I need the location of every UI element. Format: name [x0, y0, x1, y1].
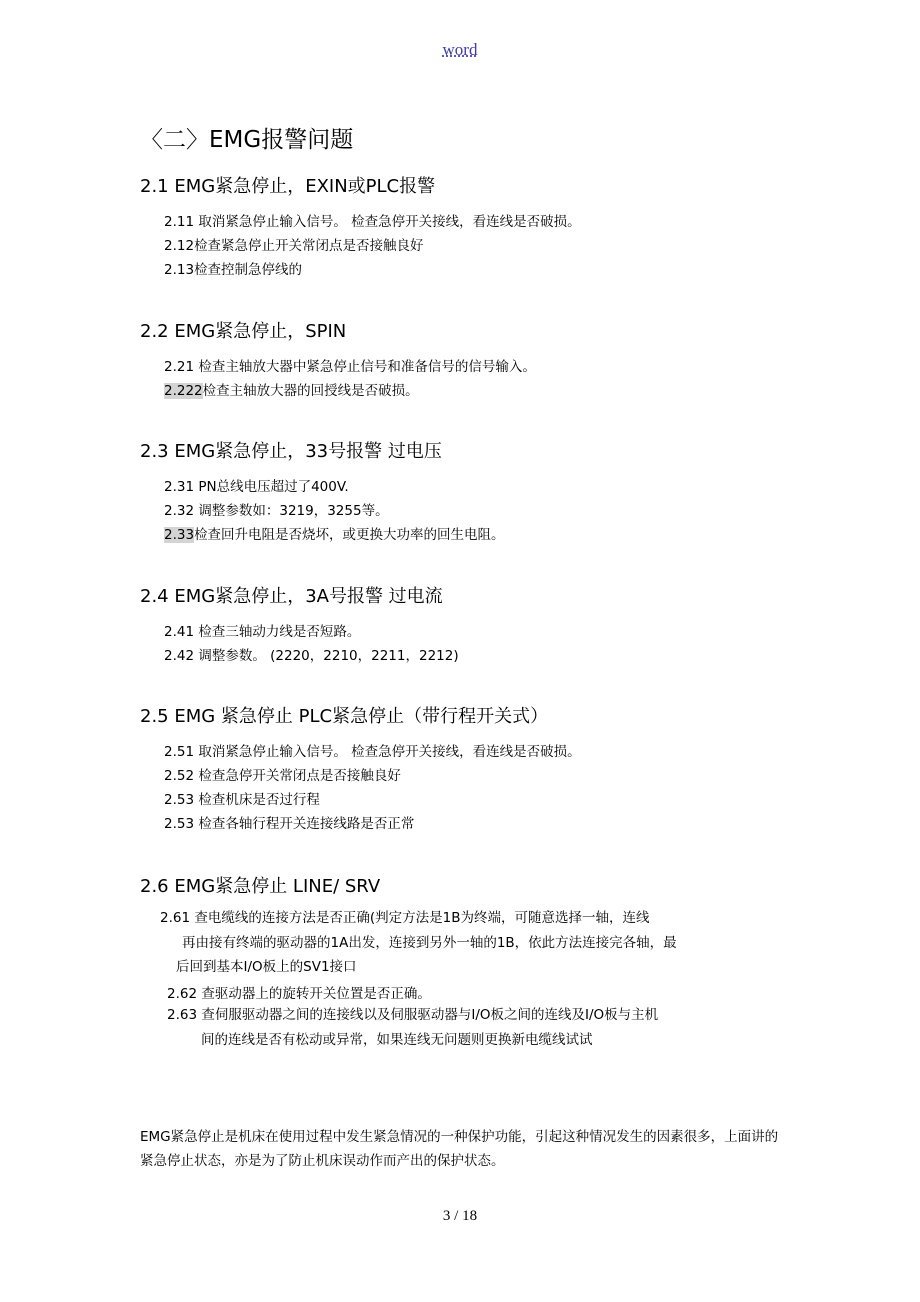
page-title: 〈二〉EMG报警问题 [140, 127, 354, 153]
list-item [164, 764, 401, 784]
item-number: 2.11 [164, 214, 195, 230]
item-number: 2.12 [164, 238, 195, 254]
item-number: 2.41 [164, 624, 195, 640]
list-item [164, 210, 581, 230]
item-text: 取消紧急停止输入信号。 检查急停开关接线，看连线是否破损。 [194, 744, 581, 760]
list-item [164, 812, 414, 832]
section-heading-2-4: 2.4 EMG紧急停止，3A号报警 过电流 [140, 586, 443, 607]
item-text: 查驱动器上的旋转开关位置是否正确。 [197, 986, 431, 1002]
item-number: 2.53 [164, 792, 195, 808]
section-heading-2-1: 2.1 EMG紧急停止，EXIN或PLC报警 [140, 176, 436, 197]
item-text: 检查控制急停线的 [194, 262, 303, 278]
list-item-multiline [167, 1003, 807, 1052]
item-text: 检查三轴动力线是否短路。 [194, 624, 361, 640]
item-text: 检查机床是否过行程 [194, 792, 320, 808]
item-text-line: 查电缆线的连接方法是否正确(判定方法是1B为终端，可随意选择一轴，连线 [190, 910, 650, 926]
list-item [164, 523, 505, 543]
list-item [164, 740, 581, 760]
list-item [164, 379, 419, 399]
item-number: 2.13 [164, 262, 195, 278]
item-text-line: 再由接有终端的驱动器的1A出发，连接到另外一轴的1B，依此方法连接完各轴，最 [182, 934, 677, 951]
item-number: 2.42 [164, 648, 195, 664]
item-text: PN总线电压超过了400V. [194, 479, 349, 495]
item-number-highlighted: 2.33 [164, 527, 195, 543]
item-text: 检查回升电阻是否烧坏，或更换大功率的回生电阻。 [194, 527, 505, 543]
list-item [164, 475, 349, 495]
item-text-line: 后回到基本I/O板上的SV1接口 [176, 959, 357, 975]
section-heading-2-3: 2.3 EMG紧急停止，33号报警 过电压 [140, 441, 442, 462]
item-number: 2.52 [164, 768, 195, 784]
list-item [164, 258, 302, 278]
item-number: 2.63 [167, 1007, 198, 1023]
page-number: 3 / 18 [442, 1208, 478, 1224]
item-text: 调整参数如：3219，3255等。 [194, 503, 389, 519]
list-item [164, 499, 389, 519]
item-number: 2.31 [164, 479, 195, 495]
list-item [164, 788, 320, 808]
section-heading-2-5: 2.5 EMG 紧急停止 PLC紧急停止（带行程开关式） [140, 706, 549, 727]
list-item [164, 620, 360, 640]
item-text: 调整参数。 (2220，2210，2211，2212) [194, 648, 459, 664]
item-number-highlighted: 2.222 [164, 383, 203, 399]
item-text-line: 间的连线是否有松动或异常，如果连线无问题则更换新电缆线试试 [201, 1031, 593, 1048]
item-text: 检查主轴放大器中紧急停止信号和准备信号的信号输入。 [194, 359, 536, 375]
list-item [164, 234, 424, 254]
list-item [164, 355, 536, 375]
list-item [167, 982, 431, 1002]
section-heading-2-6: 2.6 EMG紧急停止 LINE/ SRV [140, 876, 381, 897]
item-number: 2.61 [160, 910, 191, 926]
conclusion-paragraph: EMG紧急停止是机床在使用过程中发生紧急情况的一种保护功能，引起这种情况发生的因素很多，上面讲的紧急停止状态，亦是为了防止机床误动作而产出的保护状态。 [140, 1129, 779, 1169]
list-item-multiline [160, 906, 800, 980]
item-text: 取消紧急停止输入信号。 检查急停开关接线，看连线是否破损。 [194, 214, 581, 230]
item-number: 2.62 [167, 986, 198, 1002]
item-number: 2.51 [164, 744, 195, 760]
list-item [164, 644, 459, 664]
item-number: 2.32 [164, 503, 195, 519]
item-text: 检查主轴放大器的回授线是否破损。 [202, 383, 419, 399]
item-text: 检查急停开关常闭点是否接触良好 [194, 768, 401, 784]
item-number: 2.53 [164, 816, 195, 832]
item-text: 检查紧急停止开关常闭点是否接触良好 [194, 238, 424, 254]
section-heading-2-2: 2.2 EMG紧急停止，SPIN [140, 321, 347, 342]
header-link[interactable]: word [442, 40, 478, 59]
item-text-line: 查伺服驱动器之间的连接线以及伺服驱动器与I/O板之间的连线及I/O板与主机 [197, 1007, 659, 1023]
item-number: 2.21 [164, 359, 195, 375]
item-text: 检查各轴行程开关连接线路是否正常 [194, 816, 415, 832]
